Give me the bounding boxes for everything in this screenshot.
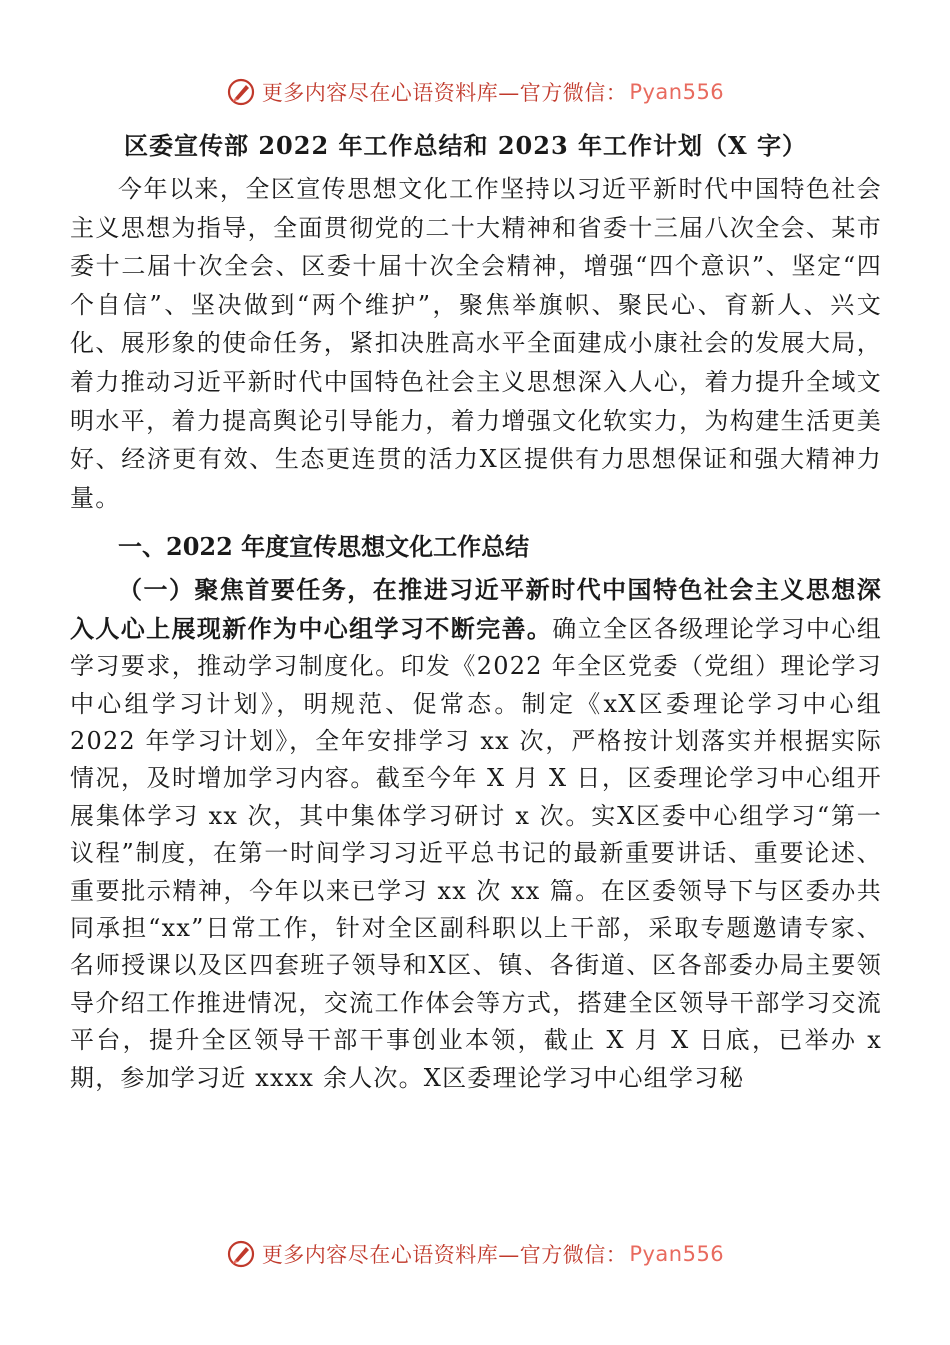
footer-watermark-banner — [0, 1232, 950, 1276]
banner-text: 更多内容尽在心语资料库—官方微信： — [261, 1243, 628, 1267]
pen-logo-icon — [226, 1239, 256, 1269]
pen-logo-icon — [226, 77, 256, 107]
banner-text: 更多内容尽在心语资料库—官方微信： — [261, 81, 628, 105]
subsection-paragraph — [70, 571, 882, 1097]
document-body — [70, 126, 882, 1097]
header-watermark-banner — [0, 70, 950, 114]
intro-paragraph: 今年以来，全区宣传思想文化工作坚持以习近平新时代中国特色社会主义思想为指导，全面贯彻党的二十大精神和省委十三届八次全会、某市委十二届十次全会、区委十届十次全会精神，增强“四个意识”、坚定“四个自信”、坚决做到“两个维护”，聚焦举旗帜、聚民心、育新人、兴文化、展形象的使命任务，紧扣决胜高水平全面建成小康社会的发展大局，着力推动习近平新时代中国特色社会主义思想深入人心，着力提升全域文明水平，着力提高舆论引导能力，着力增强文化软实力，为构建生活更美好、经济更有效、生态更连贯的活力X区提供有力思想保证和强大精神力量。 — [70, 175, 882, 512]
document-title: 区委宣传部 2022 年工作总结和 2023 年工作计划（X 字） — [124, 131, 807, 160]
subsection-body: 确立全区各级理论学习中心组学习要求，推动学习制度化。印发《2022 年全区党委（党组）理论学习中心组学习计划》，明规范、促常态。制定《xX区委理论学习中心组 2022 年学习计划》，全年安排学习 xx 次，严格按计划落实并根据实际情况，及时增加学习内容。截至今年 X 月 X 日，区委理论学习中心组开展集体学习 xx 次，其中集体学习研讨 x 次。实X区委中心组学习“第一议程”制度，在第一时间学习习近平总书记的最新重要讲话、重要论述、重要批示精神，今年以来已学习 xx 次 xx 篇。在区委领导下与区委办共同承担“xx”日常工作，针对全区副科职以上干部，采取专题邀请专家、名师授课以及区四套班子领导和X区、镇、各街道、区各部委办局主要领导介绍工作推进情况，交流工作体会等方式，搭建全区领导干部学习交流平台，提升全区领导干部干事创业本领，截止 X 月 X 日底，已举办 x 期，参加学习近 xxxx 余人次。X区委理论学习中心组学习秘 — [70, 614, 882, 1092]
section-heading: 一、2022 年度宣传思想文化工作总结 — [118, 532, 530, 562]
subsection-heading: （一）聚焦首要任务，在推进习近平新时代中国特色社会主义思想深入人心上展现新作为中心组学习不断完善。 — [70, 575, 882, 643]
banner-wechat-id: Pyan556 — [629, 80, 725, 104]
banner-wechat-id: Pyan556 — [629, 1242, 725, 1266]
